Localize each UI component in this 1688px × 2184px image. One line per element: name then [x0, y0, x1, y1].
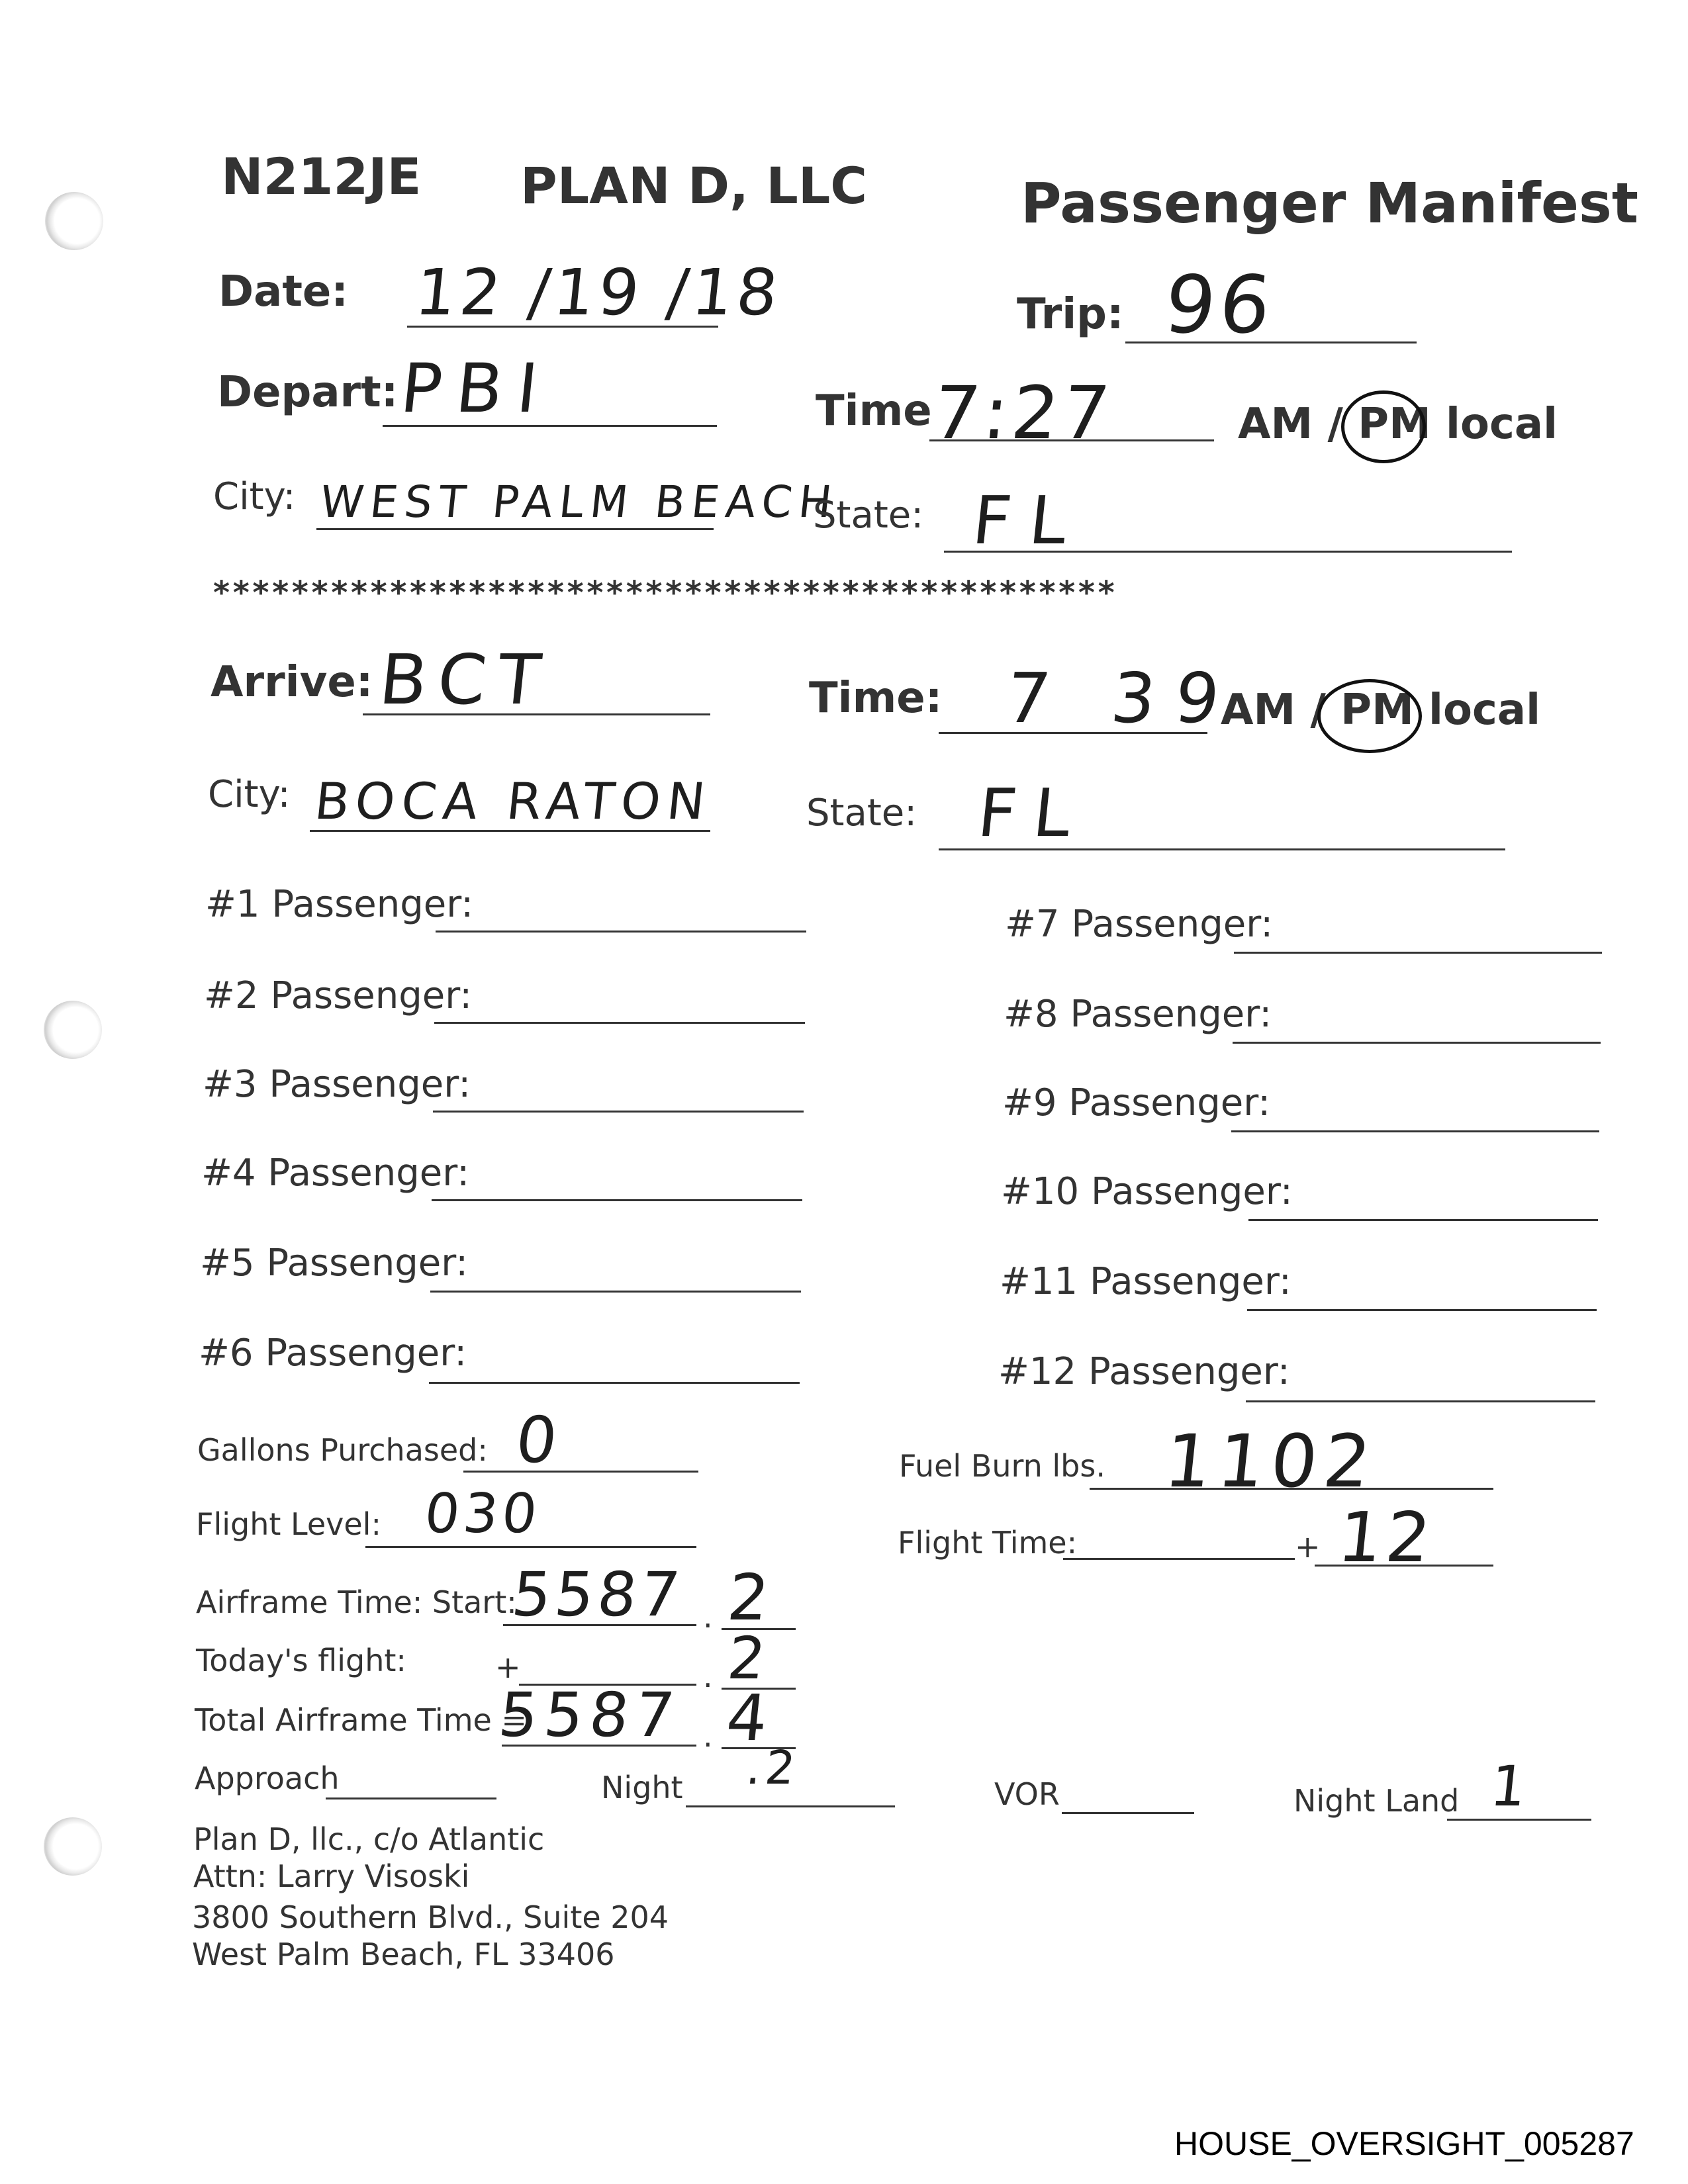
- total-airframe-tenth: 4: [723, 1681, 775, 1755]
- flight-time-value: 12: [1334, 1497, 1438, 1578]
- depart-city-label: City:: [213, 475, 296, 518]
- passenger-7-line: [1234, 952, 1602, 954]
- airframe-start-whole: 5587: [508, 1559, 687, 1630]
- trip-label: Trip:: [1017, 290, 1124, 339]
- depart-state-label: State:: [813, 494, 924, 537]
- passenger-8-line: [1233, 1042, 1601, 1044]
- passenger-10-label: #10 Passenger:: [1001, 1170, 1293, 1213]
- fuel-burn-label: Fuel Burn lbs.: [899, 1448, 1105, 1484]
- total-airframe-dot: .: [703, 1718, 713, 1754]
- passenger-4-label: #4 Passenger:: [201, 1152, 470, 1195]
- vor-label: VOR: [994, 1776, 1060, 1812]
- passenger-10-line: [1248, 1219, 1598, 1221]
- binder-hole-middle: [44, 1001, 102, 1059]
- airframe-start-tenth: 2: [724, 1561, 776, 1635]
- passenger-1-label: #1 Passenger:: [205, 883, 474, 926]
- flight-time-label: Flight Time:: [898, 1525, 1078, 1561]
- passenger-11-line: [1247, 1309, 1597, 1311]
- passenger-2-line: [434, 1022, 805, 1024]
- address-line-2: Attn: Larry Visoski: [193, 1858, 470, 1894]
- pm-circle-depart: [1341, 390, 1426, 463]
- binder-hole-bottom: [44, 1817, 102, 1876]
- separator-stars: **********************************************: [213, 574, 1118, 612]
- arrive-label: Arrive:: [211, 658, 373, 707]
- arrive-state-value: FL: [974, 774, 1092, 852]
- passenger-5-label: #5 Passenger:: [200, 1242, 469, 1285]
- passenger-2-label: #2 Passenger:: [204, 974, 473, 1017]
- gallons-purchased-value: 0: [512, 1403, 565, 1477]
- arrive-city-label: City:: [208, 773, 291, 816]
- date-value: 12 /19 /18: [412, 255, 786, 330]
- flight-time-plus: +: [1295, 1529, 1321, 1565]
- passenger-7-label: #7 Passenger:: [1005, 903, 1274, 946]
- depart-time-label: Time: [816, 387, 932, 435]
- page-title: Passenger Manifest: [1021, 171, 1639, 236]
- arrive-state-label: State:: [806, 792, 917, 835]
- night-label: Night: [601, 1770, 683, 1805]
- passenger-12-line: [1246, 1400, 1595, 1402]
- binder-hole-top: [45, 192, 103, 250]
- night-land-label: Night Land: [1293, 1783, 1460, 1819]
- fuel-burn-value: 1102: [1160, 1419, 1382, 1504]
- night-value: .2: [743, 1741, 802, 1795]
- airframe-start-dot: .: [703, 1599, 713, 1635]
- passenger-9-line: [1231, 1130, 1599, 1132]
- depart-label: Depart:: [217, 368, 399, 417]
- depart-time-value: 7:27: [929, 371, 1117, 455]
- company-name: PLAN D, LLC: [520, 156, 868, 215]
- address-line-4: West Palm Beach, FL 33406: [192, 1936, 615, 1972]
- arrive-city-value: BOCA RATON: [312, 772, 715, 831]
- passenger-9-label: #9 Passenger:: [1002, 1081, 1271, 1124]
- passenger-5-line: [430, 1291, 801, 1293]
- airframe-start-label: Airframe Time: Start:: [196, 1584, 517, 1620]
- passenger-6-line: [429, 1382, 800, 1384]
- passenger-3-line: [433, 1111, 804, 1113]
- passenger-3-label: #3 Passenger:: [203, 1063, 471, 1106]
- todays-flight-tenth: 2: [724, 1624, 773, 1692]
- address-line-1: Plan D, llc., c/o Atlantic: [193, 1821, 545, 1857]
- passenger-11-label: #11 Passenger:: [1000, 1260, 1291, 1303]
- todays-flight-plus: +: [495, 1649, 521, 1685]
- approach-label: Approach: [195, 1760, 340, 1796]
- depart-ampm: AM / PM local: [1238, 400, 1558, 449]
- arrive-time-label: Time:: [809, 674, 943, 723]
- date-label: Date:: [218, 267, 348, 316]
- pm-circle-arrive: [1317, 679, 1422, 753]
- trip-value: 96: [1160, 259, 1280, 351]
- depart-city-value: WEST PALM BEACH: [317, 477, 841, 527]
- passenger-12-label: #12 Passenger:: [998, 1350, 1290, 1393]
- passenger-1-line: [436, 931, 806, 933]
- total-airframe-label: Total Airframe Time =: [195, 1702, 527, 1738]
- total-airframe-whole: 5587: [495, 1680, 684, 1751]
- gallons-purchased-label: Gallons Purchased:: [197, 1432, 488, 1468]
- arrive-ampm: AM / PM local: [1221, 686, 1540, 735]
- depart-state-value: FL: [968, 482, 1090, 559]
- bates-number: HOUSE_OVERSIGHT_005287: [1174, 2125, 1634, 2162]
- night-land-value: 1: [1487, 1754, 1534, 1819]
- flight-level-label: Flight Level:: [196, 1506, 381, 1542]
- todays-flight-dot: .: [703, 1659, 713, 1694]
- passenger-8-label: #8 Passenger:: [1004, 993, 1272, 1036]
- flight-level-value: 030: [422, 1482, 544, 1545]
- arrive-value: BCT: [375, 639, 557, 720]
- tail-number: N212JE: [221, 147, 422, 206]
- passenger-4-line: [432, 1199, 802, 1201]
- todays-flight-label: Today's flight:: [196, 1643, 406, 1678]
- passenger-6-label: #6 Passenger:: [199, 1332, 467, 1375]
- address-line-3: 3800 Southern Blvd., Suite 204: [192, 1899, 669, 1935]
- depart-value: PBI: [397, 349, 556, 428]
- arrive-time-value: 7 39: [1002, 658, 1243, 739]
